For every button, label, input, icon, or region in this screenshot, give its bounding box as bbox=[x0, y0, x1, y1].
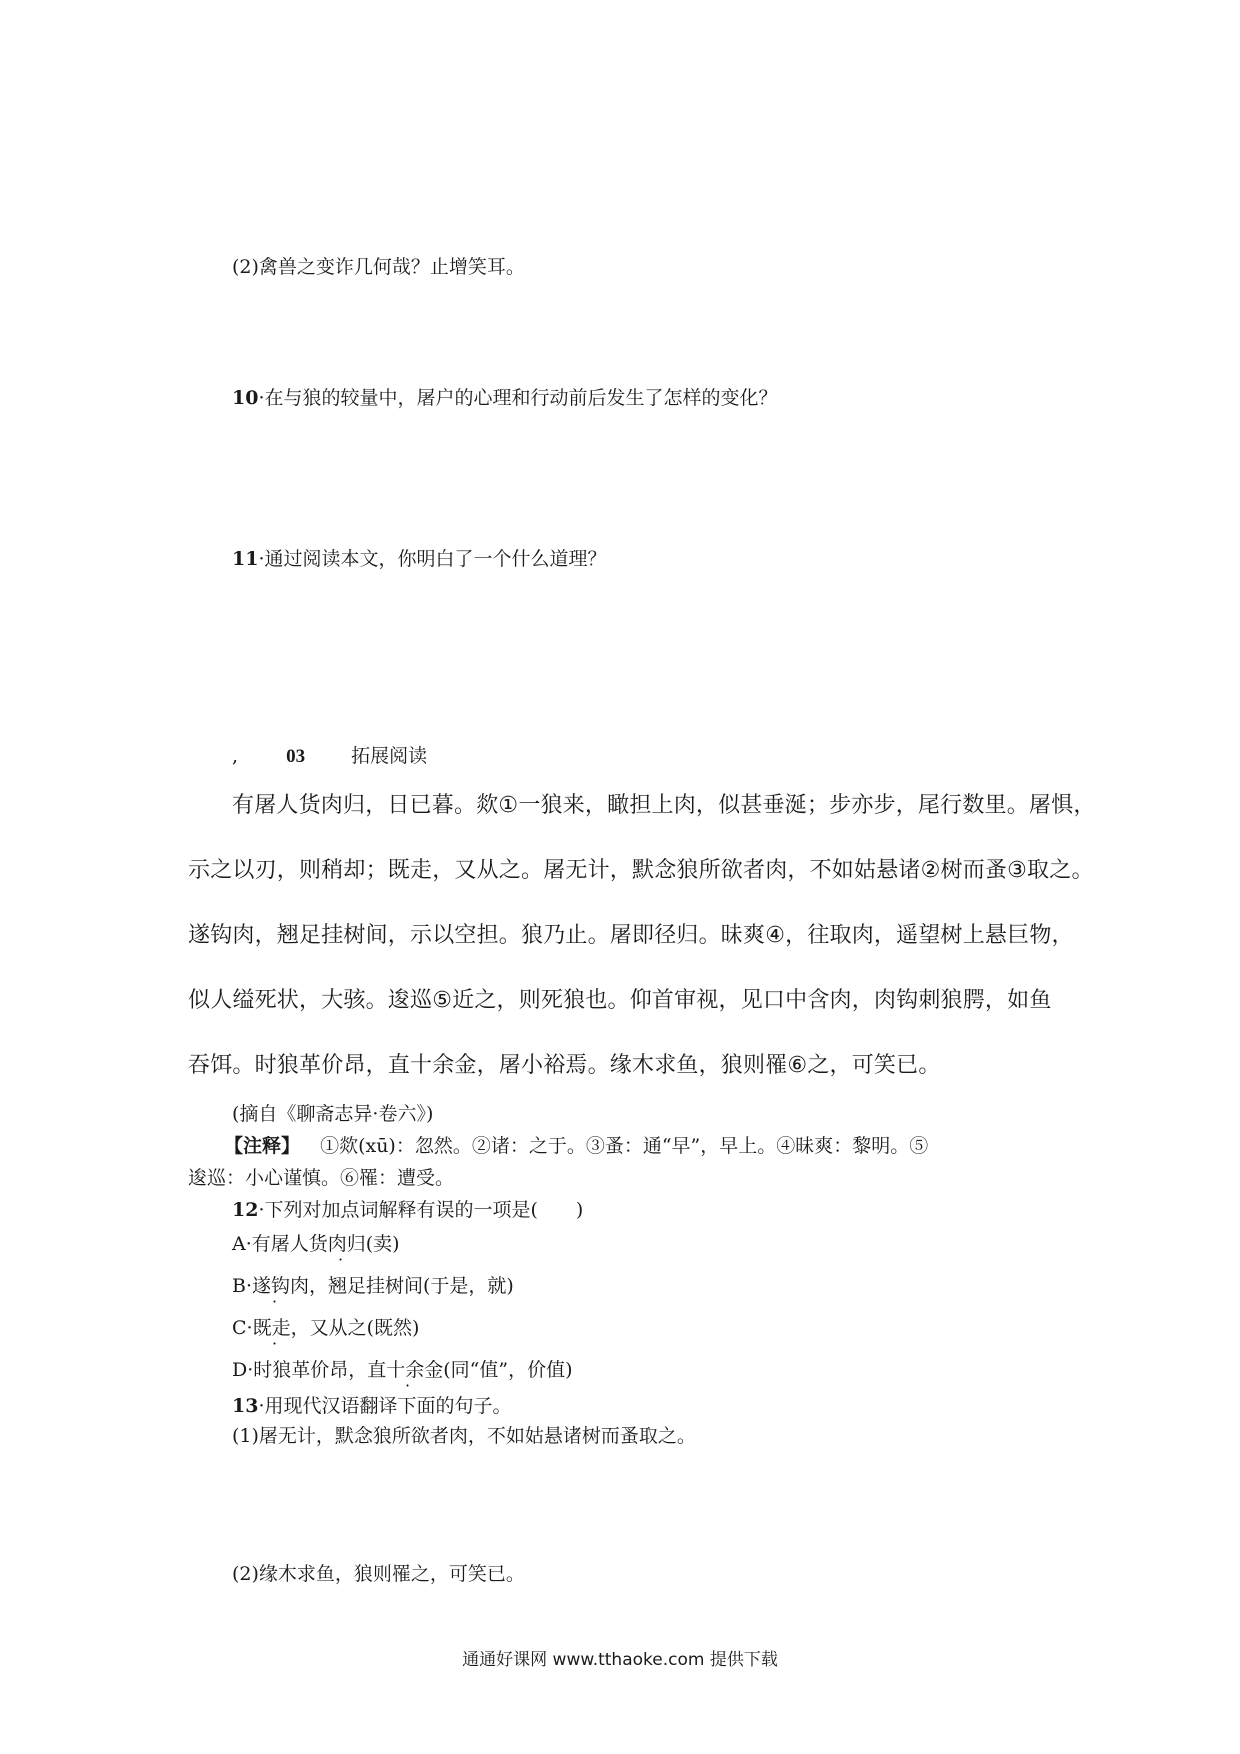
question-number: 11 bbox=[232, 548, 259, 570]
section-title: 拓展阅读 bbox=[351, 745, 428, 767]
annotation-label: 【注释】 bbox=[224, 1135, 301, 1157]
question-text: ·在与狼的较量中，屠户的心理和行动前后发生了怎样的变化？ bbox=[258, 387, 778, 409]
section-number: 03 bbox=[286, 746, 306, 767]
option-b: B·遂钩肉，翘足挂树间(于是，就) bbox=[232, 1275, 514, 1297]
passage-line: 吞饵。时狼革价昂，直十余金，屠小裕焉。缘木求鱼，狼则罹⑥之，可笑已。 bbox=[188, 1053, 941, 1078]
passage-line: 遂钩肉，翘足挂树间，示以空担。狼乃止。屠即径归。昧爽④，往取肉，遥望树上悬巨物， bbox=[188, 923, 1074, 948]
emphasis-dot: · bbox=[272, 1334, 278, 1353]
emphasis-dot: · bbox=[405, 1376, 411, 1395]
section-heading bbox=[232, 744, 427, 769]
question-text: ·通过阅读本文，你明白了一个什么道理？ bbox=[258, 548, 607, 570]
passage-source: (摘自《聊斋志异·卷六》) bbox=[232, 1103, 434, 1125]
passage-line: 似人缢死状，大骇。逡巡⑤近之，则死狼也。仰首审视，见口中含肉，肉钩刺狼腭，如鱼 bbox=[188, 988, 1052, 1013]
question-10 bbox=[232, 386, 778, 410]
passage-line: 示之以刃，则稍却；既走，又从之。屠无计，默念狼所欲者肉，不如姑悬诸②树而蚤③取之。 bbox=[188, 858, 1094, 883]
question-12 bbox=[232, 1198, 583, 1222]
page-footer: 通通好课网 www.tthaoke.com 提供下载 bbox=[462, 1650, 778, 1670]
option-d: D·时狼革价昂，直十余金(同“值”，价值) bbox=[232, 1359, 573, 1381]
annotation-continued: 逡巡：小心谨慎。⑥罹：遭受。 bbox=[188, 1167, 455, 1189]
annotation-text: ①欻(xū)：忽然。②诸：之于。③蚤：通“早”，早上。④昧爽：黎明。⑤ bbox=[320, 1135, 929, 1157]
question-13-part-1: (1)屠无计，默念狼所欲者肉，不如姑悬诸树而蚤取之。 bbox=[232, 1425, 696, 1447]
option-c: C·既走，又从之(既然) bbox=[232, 1317, 420, 1339]
emphasis-dot: · bbox=[272, 1292, 278, 1311]
section-comma: , bbox=[232, 745, 239, 767]
question-number: 10 bbox=[232, 387, 259, 409]
question-11 bbox=[232, 547, 607, 571]
question-text: ·用现代汉语翻译下面的句子。 bbox=[258, 1395, 512, 1417]
option-a: A·有屠人货肉归(卖) bbox=[232, 1233, 400, 1255]
annotation bbox=[224, 1134, 928, 1158]
question-text: ·下列对加点词解释有误的一项是( ) bbox=[258, 1199, 584, 1221]
question-number: 12 bbox=[232, 1199, 259, 1221]
passage-line: 有屠人货肉归，日已暮。欻①一狼来，瞰担上肉，似甚垂涎；步亦步，尾行数里。屠惧， bbox=[232, 793, 1096, 818]
question-13-part-2: (2)缘木求鱼，狼则罹之，可笑已。 bbox=[232, 1563, 525, 1585]
question-13 bbox=[232, 1394, 512, 1418]
emphasis-dot: · bbox=[338, 1250, 344, 1269]
question-number: 13 bbox=[232, 1395, 259, 1417]
question-9-part-2: (2)禽兽之变诈几何哉？止增笑耳。 bbox=[232, 256, 525, 278]
